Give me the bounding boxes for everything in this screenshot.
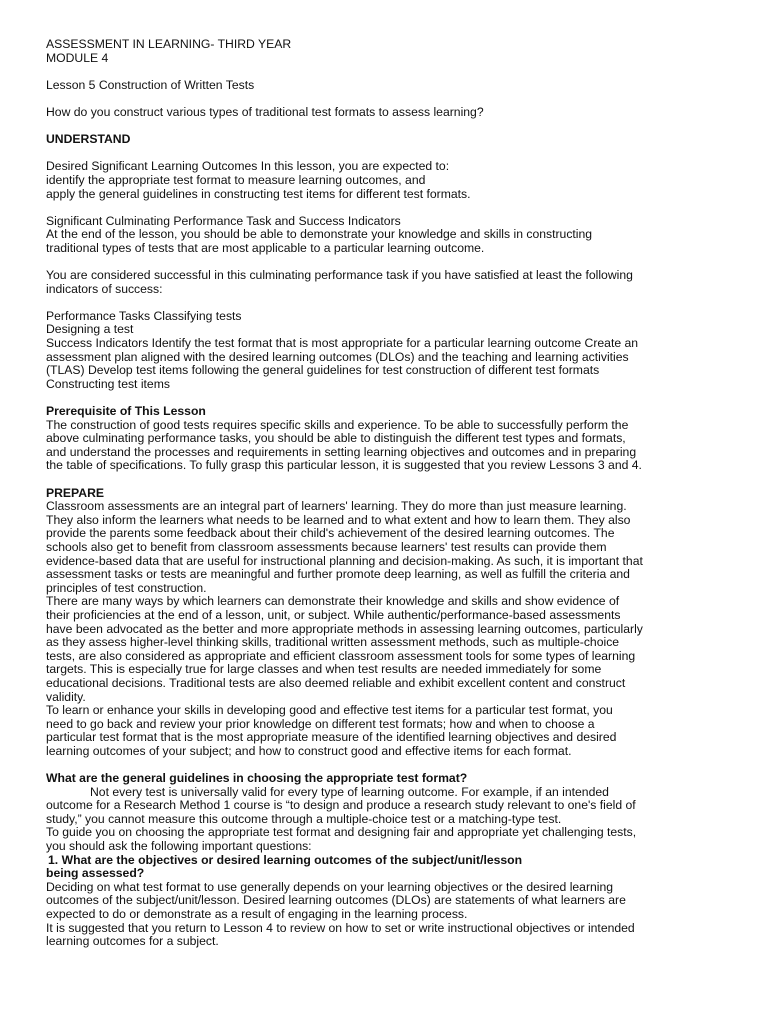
text-line: schools also get to benefit from classroom assessments because learners' test results can provide them <box>46 539 607 554</box>
text-line: You are considered successful in this culminating performance task if you have satisfied at least the following <box>46 268 633 283</box>
question-line <box>46 854 730 868</box>
text-line: have been advocated as the better and more appropriate methods in assessing learning outcomes, particularly <box>46 621 643 636</box>
text-line: (TLAS) Develop test items following the general guidelines for test construction of different test formats <box>46 363 600 378</box>
text-line: particular test format that is the most appropriate measure of the identified learning objectives and desired <box>46 730 617 745</box>
document-page <box>46 38 730 949</box>
text-line: validity. <box>46 689 86 704</box>
text-line: their proficiencies at the end of a lesson, unit, or subject. While authentic/performance-based assessments <box>46 607 621 622</box>
text-line: learning outcomes of your subject; and how to construct good and effective items for each format. <box>46 743 572 758</box>
essential-question: How do you construct various types of traditional test formats to assess learning? <box>46 104 484 119</box>
spacer <box>46 65 730 79</box>
text-line: outcomes of the subject/unit/lesson. Desired learning outcomes (DLOs) are statements of what learners are <box>46 893 626 908</box>
spacer <box>46 758 730 772</box>
text-line: evidence-based data that are useful for instructional planning and decision-making. As such, it is important that <box>46 553 643 568</box>
text-line: learning outcomes for a subject. <box>46 934 219 949</box>
text-line: They also inform the learners what needs to be learned and to what extent and how to learn them. They also <box>46 512 631 527</box>
spacer <box>46 256 730 270</box>
text-line: expected to do or demonstrate as a result of engaging in the learning process. <box>46 907 468 921</box>
prerequisite-heading: Prerequisite of This Lesson <box>46 404 206 419</box>
spacer <box>46 120 730 134</box>
text-line: Success Indicators Identify the test format that is most appropriate for a particular learning outcome Create an <box>46 336 639 351</box>
text-line: tests, are also considered as appropriate and efficient classroom assessment tools for some types of learning <box>46 648 636 663</box>
text-line: the table of specifications. To fully grasp this particular lesson, it is suggested that you review Lessons 3 and 4. <box>46 458 642 473</box>
text-line: outcome for a Research Method 1 course is “to design and produce a research study relevant to one's field of <box>46 798 636 813</box>
spacer <box>46 201 730 215</box>
text-line: assessment plan aligned with the desired learning outcomes (DLOs) and the teaching and learning activities <box>46 349 629 364</box>
text-line: At the end of the lesson, you should be able to demonstrate your knowledge and skills in constructing <box>46 227 593 242</box>
text-line: principles of test construction. <box>46 580 207 595</box>
spacer <box>46 473 730 487</box>
spacer <box>46 391 730 405</box>
understand-heading: UNDERSTAND <box>46 132 131 147</box>
text-line: To guide you on choosing the appropriate test format and designing fair and appropriate yet challenging tests, <box>46 825 637 840</box>
question-text: What are the objectives or desired learning outcomes of the subject/unit/lesson <box>61 852 523 867</box>
text-line: To learn or enhance your skills in developing good and effective test items for a particular test format, you <box>46 703 613 718</box>
text-line: Performance Tasks Classifying tests <box>46 308 242 323</box>
text-line: The construction of good tests requires specific skills and experience. To be able to successfully perform the <box>46 417 629 432</box>
text-line: Designing a test <box>46 322 134 337</box>
text-line: targets. This is especially true for large classes and when test results are needed immediately for some <box>46 662 602 677</box>
text-line: There are many ways by which learners can demonstrate their knowledge and skills and show evidence of <box>46 594 620 609</box>
text-line: Constructing test items <box>46 376 170 391</box>
module-label: MODULE 4 <box>46 50 109 65</box>
text-line: study,” you cannot measure this outcome through a multiple-choice test or a matching-type test. <box>46 811 562 826</box>
text-line: assessment tasks or tests are meaningful and further promote deep learning, as well as fulfill the criteria and <box>46 567 630 582</box>
guidelines-heading: What are the general guidelines in choosing the appropriate test format? <box>46 771 468 786</box>
question-number: 1. <box>48 852 59 867</box>
text-line: need to go back and review your prior knowledge on different test formats; how and when to choose a <box>46 716 595 731</box>
text-line: Classroom assessments are an integral part of learners' learning. They do more than just measure learning. <box>46 499 627 514</box>
text-line: Deciding on what test format to use generally depends on your learning objectives or the desired learning <box>46 879 614 894</box>
text-line: educational decisions. Traditional tests are also deemed reliable and exhibit excellent content and construct <box>46 675 626 690</box>
text-line: identify the appropriate test format to measure learning outcomes, and <box>46 172 426 187</box>
text-line: apply the general guidelines in constructing test items for different test formats. <box>46 186 471 201</box>
spacer <box>46 296 730 310</box>
text-line: traditional types of tests that are most applicable to a particular learning outcome. <box>46 240 485 255</box>
text-line: as they assess higher-level thinking skills, traditional written assessment methods, such as multiple-choice <box>46 635 620 650</box>
text-line: Not every test is universally valid for every type of learning outcome. For example, if an intended <box>90 784 609 799</box>
text-line: provide the parents some feedback about their child's achievement of the desired learning outcomes. The <box>46 526 615 541</box>
text-line: Significant Culminating Performance Task and Success Indicators <box>46 213 401 228</box>
lesson-title: Lesson 5 Construction of Written Tests <box>46 77 255 92</box>
text-line: Desired Significant Learning Outcomes In this lesson, you are expected to: <box>46 159 450 174</box>
spacer <box>46 147 730 161</box>
question-line-continued: being assessed? <box>46 866 145 881</box>
text-line: indicators of success: <box>46 281 163 296</box>
prepare-heading: PREPARE <box>46 485 105 500</box>
course-title: ASSESSMENT IN LEARNING- THIRD YEAR <box>46 37 292 51</box>
spacer <box>46 92 730 106</box>
text-line: above culminating performance tasks, you should be able to distinguish the different test types and formats, <box>46 431 626 446</box>
text-line: It is suggested that you return to Lesson 4 to review on how to set or write instructional objectives or intended <box>46 920 635 935</box>
text-line: you should ask the following important questions: <box>46 839 312 854</box>
text-line: and understand the processes and requirements in setting learning objectives and outcomes and in preparing <box>46 444 637 459</box>
